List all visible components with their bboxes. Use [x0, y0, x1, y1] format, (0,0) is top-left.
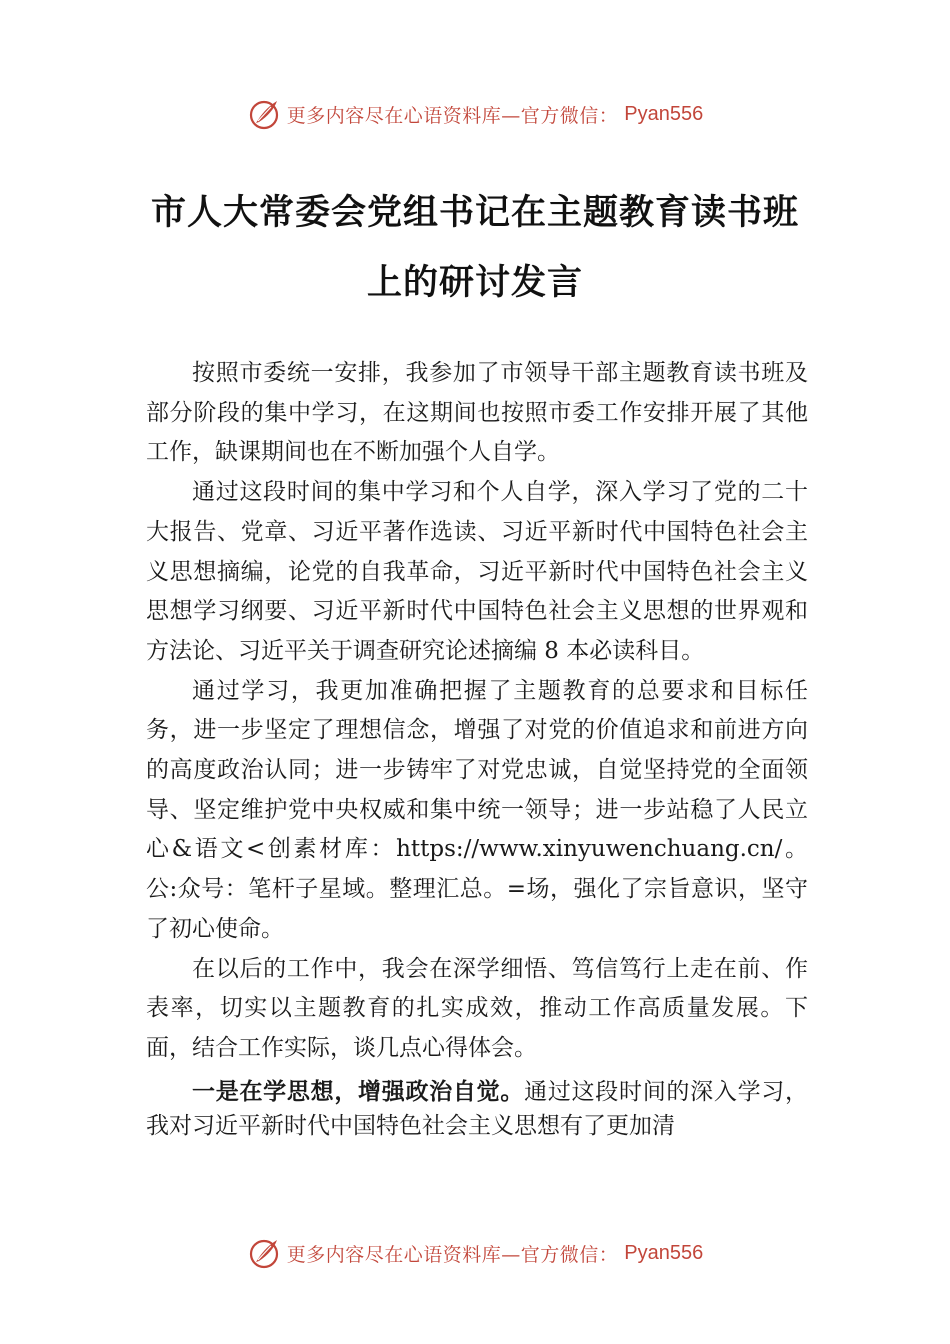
paragraph-section-one	[146, 1075, 808, 1143]
section-heading: 一是在学思想，增强政治自觉。	[192, 1078, 525, 1105]
watermark-wechat-id: Pyan556	[624, 102, 704, 125]
watermark-site-text: 更多内容尽在心语资料库—官方微信：	[286, 104, 619, 127]
watermark-site-text: 更多内容尽在心语资料库—官方微信：	[286, 1243, 619, 1266]
watermark-banner-top	[0, 94, 950, 134]
paragraph: 按照市委统一安排，我参加了市领导干部主题教育读书班及部分阶段的集中学习，在这期间也按照市委工作安排开展了其他工作，缺课期间也在不断加强个人自学。	[146, 360, 808, 466]
paragraph: 通过这段时间的集中学习和个人自学，深入学习了党的二十大报告、党章、习近平著作选读、习近平新时代中国特色社会主义思想摘编，论党的自我革命，习近平新时代中国特色社会主义思想学习纲要、习近平新时代中国特色社会主义思想的世界观和方法论、习近平关于调查研究论述摘编 8 本必读科目。	[146, 479, 808, 664]
paragraph: 通过学习，我更加准确把握了主题教育的总要求和目标任务，进一步坚定了理想信念，增强了对党的价值追求和前进方向的高度政治认同；进一步铸牢了对党忠诚，自觉坚持党的全面领导、坚定维护党中央权威和集中统一领导；进一步站稳了人民立心&语文<创素材库：https://www.xinyuwenchuang.cn/。公:众号：笔杆子星域。整理汇总。=场，强化了宗旨意识，坚守了初心使命。	[146, 677, 808, 942]
watermark-banner-bottom	[0, 1233, 950, 1273]
quill-logo-icon	[247, 1236, 281, 1270]
section-text: 通过这段时间的深入学习，我对习近平新时代中国特色社会主义思想有了更加清	[146, 1078, 809, 1139]
document-title-line-2: 上的研讨发言	[366, 262, 583, 303]
document-title	[0, 178, 950, 318]
document-title-line-1: 市人大常委会党组书记在主题教育读书班	[150, 192, 799, 233]
quill-logo-icon	[247, 97, 281, 131]
watermark-wechat-id: Pyan556	[624, 1241, 704, 1264]
paragraph: 在以后的工作中，我会在深学细悟、笃信笃行上走在前、作表率，切实以主题教育的扎实成效，推动工作高质量发展。下面，结合工作实际，谈几点心得体会。	[146, 955, 808, 1061]
document-body	[146, 354, 808, 1143]
